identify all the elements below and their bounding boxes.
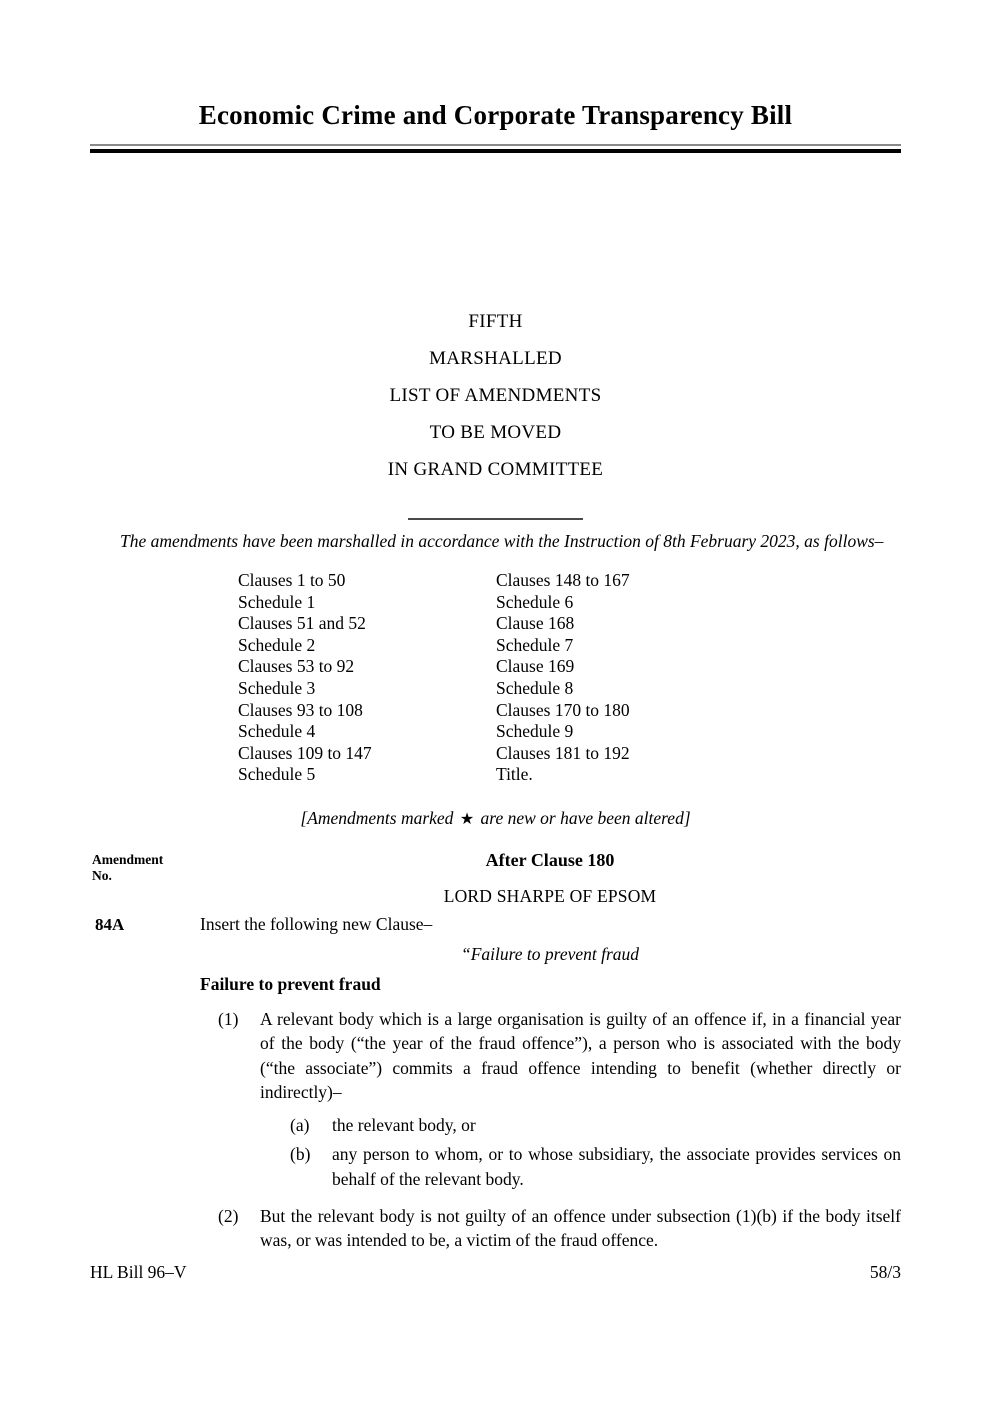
subparagraph-text: any person to whom, or to whose subsidiary, the associate provides services on behalf of the relevant body.: [332, 1144, 901, 1189]
list-item: Schedule 4: [238, 721, 316, 742]
star-icon: ★: [459, 811, 475, 828]
heading-line-1: FIFTH: [468, 311, 523, 332]
heading-line-2: MARSHALLED: [429, 348, 562, 369]
subparagraph-marker: (b): [290, 1144, 311, 1165]
list-item: Schedule 5: [238, 764, 316, 785]
subsection: [218, 1007, 901, 1191]
subparagraph-list: [260, 1113, 901, 1191]
list-item: Schedule 2: [238, 634, 316, 655]
clause-list-left-column: [238, 570, 496, 786]
list-item: Clauses 1 to 50: [238, 570, 346, 590]
subsection: [218, 1204, 901, 1253]
title-block: [90, 100, 901, 153]
list-heading-block: [90, 303, 901, 528]
subsection-list: [218, 1007, 901, 1266]
list-item: Schedule 9: [496, 721, 574, 742]
subparagraph-marker: (a): [290, 1115, 310, 1136]
list-item: Schedule 7: [496, 634, 574, 655]
clause-heading: Failure to prevent fraud: [200, 974, 381, 994]
title-rule-thin: [90, 144, 901, 146]
page-reference: 58/3: [869, 1262, 901, 1282]
clause-list: [238, 570, 758, 786]
instruction-paragraph: The amendments have been marshalled in accordance with the Instruction of 8th February 2023, as follows–: [120, 531, 884, 551]
insert-instruction: Insert the following new Clause–: [200, 914, 433, 934]
amendment-no-label-line2: No.: [92, 868, 112, 883]
subsection-marker: (1): [218, 1009, 239, 1029]
title-rule-thick: [90, 149, 901, 153]
star-note-suffix: are new or have been altered]: [476, 808, 691, 828]
bill-reference: HL Bill 96–V: [90, 1262, 187, 1282]
heading-line-4: TO BE MOVED: [429, 422, 562, 443]
member-name: LORD SHARPE OF EPSOM: [443, 886, 657, 906]
after-clause-heading: After Clause 180: [485, 850, 615, 870]
amendment-number: 84A: [95, 915, 125, 934]
list-item: Schedule 3: [238, 677, 316, 698]
page-title: Economic Crime and Corporate Transparency Bill: [198, 100, 793, 130]
list-item: Clause 169: [496, 656, 575, 677]
short-rule: [408, 518, 583, 520]
heading-line-3: LIST OF AMENDMENTS: [389, 385, 602, 406]
heading-divider: [90, 510, 901, 528]
list-item: Schedule 1: [238, 591, 316, 612]
clause-list-right-column: [496, 570, 754, 786]
list-item: Clauses 170 to 180: [496, 699, 630, 720]
list-item: Clauses 109 to 147: [238, 742, 372, 763]
list-item: Schedule 8: [496, 677, 574, 698]
list-item: Clauses 53 to 92: [238, 656, 355, 677]
subparagraph: [290, 1142, 901, 1191]
subsection-marker: (2): [218, 1206, 239, 1227]
page-footer: [90, 1262, 901, 1283]
list-item: Clauses 93 to 108: [238, 699, 363, 720]
star-note-prefix: [Amendments marked: [300, 808, 458, 828]
quoted-clause-title: “Failure to prevent fraud: [460, 944, 640, 964]
subsection-text: But the relevant body is not guilty of an offence under subsection (1)(b) if the body itself was, or was intended to be, a victim of the fraud offence.: [260, 1206, 901, 1251]
heading-line-5: IN GRAND COMMITTEE: [387, 459, 604, 480]
list-item: Title.: [496, 764, 533, 785]
list-item: Clauses 181 to 192: [496, 742, 630, 763]
subparagraph-text: the relevant body, or: [332, 1115, 476, 1136]
subparagraph: [290, 1113, 901, 1137]
list-item: Schedule 6: [496, 591, 574, 612]
subsection-text: A relevant body which is a large organisation is guilty of an offence if, in a financial year of the body (“the year of the fraud offence”), a person who is associated with the body (“the associate”) commits a fraud offence intending to benefit (whether directly or indirectly)–: [260, 1009, 901, 1102]
list-item: Clause 168: [496, 613, 575, 634]
list-item: Clauses 51 and 52: [238, 613, 366, 634]
star-note: [90, 808, 901, 829]
amendment-no-label-line1: Amendment: [92, 852, 164, 867]
list-item: Clauses 148 to 167: [496, 570, 630, 590]
